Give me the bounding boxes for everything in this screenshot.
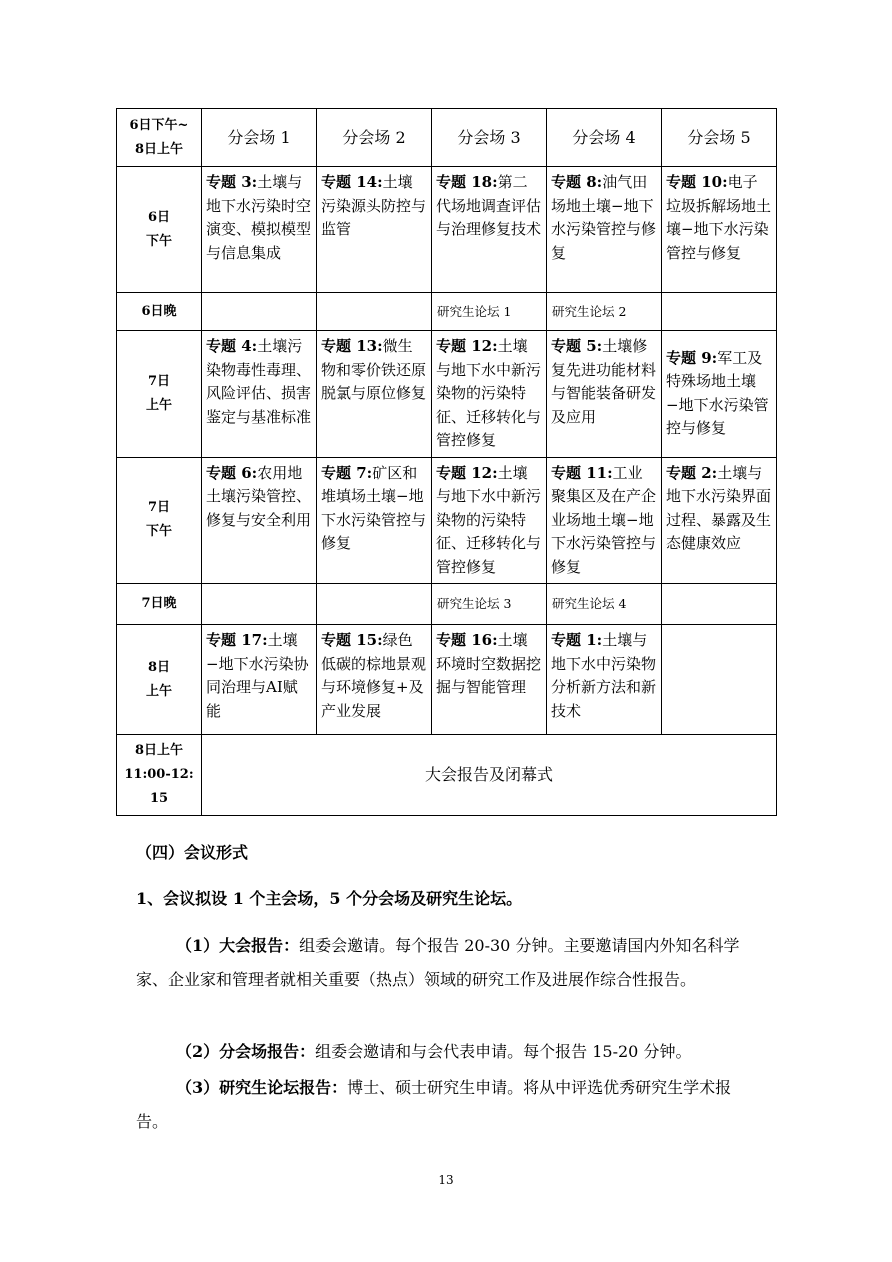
topic-number: 专题 5: xyxy=(551,337,603,355)
time-cell: 8日上午 11:00-12:15 xyxy=(117,735,202,816)
session-cell xyxy=(432,625,547,735)
topic-title: 农用地土壤污染管控、修复与安全利用 xyxy=(206,463,312,529)
forum-cell: 研究生论坛 3 xyxy=(432,584,547,625)
venue-header-1: 分会场 1 xyxy=(202,109,317,167)
topic-number: 专题 9: xyxy=(666,348,718,367)
topic-title: 土壤环境时空数据挖掘与智能管理 xyxy=(436,631,542,696)
topic-title: 油气田场地土壤−地下水污染管控与修复 xyxy=(551,173,657,262)
paragraph-plenary xyxy=(136,929,760,997)
table-row xyxy=(117,293,777,331)
topic-title: 土壤与地下水中污染物分析新方法和新技术 xyxy=(551,631,657,720)
table-row xyxy=(117,584,777,625)
session-cell xyxy=(202,457,317,584)
session-cell xyxy=(662,331,777,458)
topic-title: 土壤污染源头防控与监管 xyxy=(321,173,427,238)
session-cell xyxy=(662,625,777,735)
paragraph-label: （1）大会报告： xyxy=(176,936,300,955)
time-cell: 6日晚 xyxy=(117,293,202,331)
topic-title: 土壤修复先进功能材料与智能装备研发及应用 xyxy=(551,337,657,426)
forum-cell xyxy=(317,584,432,625)
topic-number: 专题 8: xyxy=(551,173,603,191)
topic-title: 土壤与地下水污染时空演变、模拟模型与信息集成 xyxy=(206,173,312,262)
time-header: 6日下午~ 8日上午 xyxy=(117,109,202,167)
topic-number: 专题 12: xyxy=(436,337,498,355)
venue-header-2: 分会场 2 xyxy=(317,109,432,167)
topic-title: 土壤与地下水中新污染物的污染特征、迁移转化与管控修复 xyxy=(436,337,542,449)
session-cell xyxy=(662,167,777,293)
paragraph-forum xyxy=(136,1071,760,1139)
session-cell xyxy=(547,167,662,293)
forum-cell: 研究生论坛 4 xyxy=(547,584,662,625)
topic-number: 专题 16: xyxy=(436,631,498,649)
forum-cell: 研究生论坛 2 xyxy=(547,293,662,331)
topic-number: 专题 13: xyxy=(321,337,383,355)
topic-number: 专题 17: xyxy=(206,631,268,649)
session-cell xyxy=(317,625,432,735)
topic-number: 专题 6: xyxy=(206,463,258,482)
section-item-1: 1、会议拟设 1 个主会场，5 个分会场及研究生论坛。 xyxy=(136,889,523,908)
topic-title: 绿色低碳的棕地景观与环境修复+及产业发展 xyxy=(321,631,427,720)
topic-number: 专题 3: xyxy=(206,173,258,191)
venue-header-4: 分会场 4 xyxy=(547,109,662,167)
topic-number: 专题 12: xyxy=(436,463,498,482)
time-cell: 6日 下午 xyxy=(117,167,202,293)
session-cell xyxy=(317,331,432,458)
paragraph-text: 组委会邀请。每个报告 20-30 分钟。主要邀请国内外知名科学家、企业家和管理者就相关重要（热点）领域的研究工作及进展作综合性报告。 xyxy=(136,936,740,989)
venue-header-5: 分会场 5 xyxy=(662,109,777,167)
paragraph-text: 博士、硕士研究生申请。将从中评选优秀研究生学术报告。 xyxy=(136,1078,732,1131)
topic-number: 专题 18: xyxy=(436,173,498,191)
topic-number: 专题 7: xyxy=(321,463,373,482)
topic-title: 矿区和堆填场土壤−地下水污染管控与修复 xyxy=(321,463,427,552)
forum-cell xyxy=(202,293,317,331)
session-cell xyxy=(547,457,662,584)
session-cell xyxy=(432,457,547,584)
topic-title: 土壤污染物毒性毒理、风险评估、损害鉴定与基准标准 xyxy=(206,337,312,426)
time-cell: 8日 上午 xyxy=(117,625,202,735)
topic-title: 微生物和零价铁还原脱氯与原位修复 xyxy=(321,337,427,402)
topic-number: 专题 4: xyxy=(206,337,258,355)
topic-number: 专题 10: xyxy=(666,173,728,191)
forum-cell: 研究生论坛 1 xyxy=(432,293,547,331)
table-row xyxy=(117,331,777,458)
header-row xyxy=(117,109,777,167)
closing-ceremony-cell: 大会报告及闭幕式 xyxy=(202,735,777,816)
topic-title: 土壤与地下水中新污染物的污染特征、迁移转化与管控修复 xyxy=(436,463,542,576)
forum-cell xyxy=(202,584,317,625)
topic-title: 电子垃圾拆解场地土壤−地下水污染管控与修复 xyxy=(666,173,772,262)
session-cell xyxy=(202,331,317,458)
paragraph-label: （3）研究生论坛报告： xyxy=(176,1078,348,1097)
time-cell: 7日晚 xyxy=(117,584,202,625)
topic-number: 专题 1: xyxy=(551,631,603,649)
session-cell xyxy=(317,167,432,293)
topic-title: 工业聚集区及在产企业场地土壤−地下水污染管控与修复 xyxy=(551,463,657,576)
forum-cell xyxy=(317,293,432,331)
session-cell xyxy=(547,625,662,735)
session-cell xyxy=(547,331,662,458)
topic-number: 专题 11: xyxy=(551,463,613,482)
session-cell xyxy=(317,457,432,584)
session-cell xyxy=(432,331,547,458)
topic-number: 专题 14: xyxy=(321,173,383,191)
session-cell xyxy=(202,167,317,293)
session-cell xyxy=(432,167,547,293)
paragraph-session xyxy=(136,1035,760,1069)
page-number: 13 xyxy=(438,1173,454,1187)
topic-number: 专题 15: xyxy=(321,631,383,649)
topic-title: 土壤−地下水污染协同治理与AI赋能 xyxy=(206,631,309,720)
venue-header-3: 分会场 3 xyxy=(432,109,547,167)
session-cell xyxy=(202,625,317,735)
topic-number: 专题 2: xyxy=(666,463,718,482)
closing-row xyxy=(117,735,777,816)
topic-title: 第二代场地调查评估与治理修复技术 xyxy=(436,173,542,238)
paragraph-text: 组委会邀请和与会代表申请。每个报告 15-20 分钟。 xyxy=(315,1042,692,1061)
paragraph-label: （2）分会场报告： xyxy=(176,1042,316,1061)
forum-cell xyxy=(662,584,777,625)
table-row xyxy=(117,167,777,293)
table-row xyxy=(117,457,777,584)
session-cell xyxy=(662,457,777,584)
topic-title: 军工及特殊场地土壤−地下水污染管控与修复 xyxy=(666,348,769,438)
section-heading: （四）会议形式 xyxy=(136,843,249,862)
topic-title: 土壤与地下水污染界面过程、暴露及生态健康效应 xyxy=(666,463,772,552)
time-cell: 7日 上午 xyxy=(117,331,202,458)
forum-cell xyxy=(662,293,777,331)
time-cell: 7日 下午 xyxy=(117,457,202,584)
schedule-table xyxy=(116,108,777,816)
table-row xyxy=(117,625,777,735)
